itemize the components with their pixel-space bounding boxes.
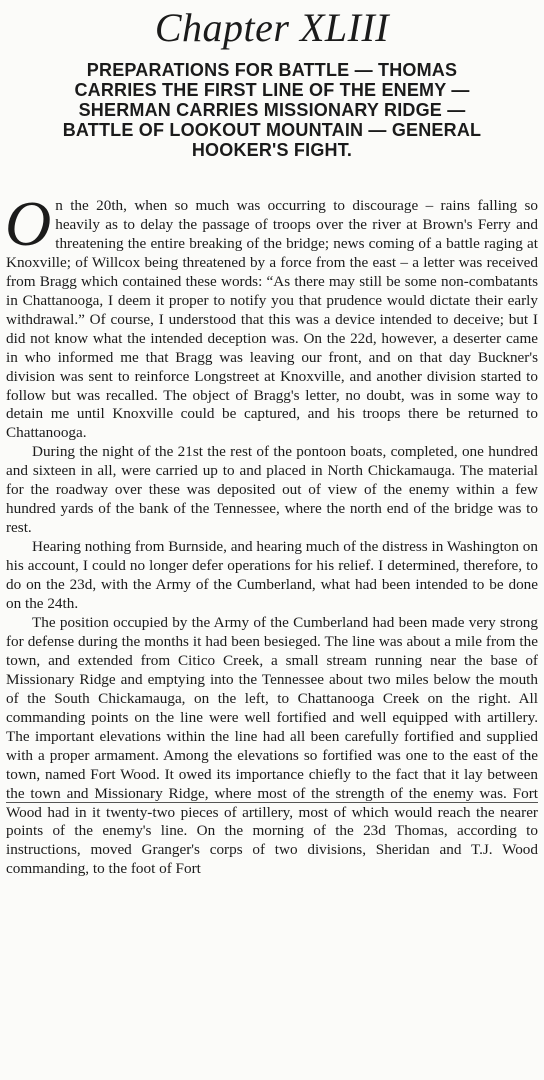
paragraph-1 [5, 188, 538, 443]
drop-cap: O [5, 188, 52, 259]
subtitle-line: SHERMAN CARRIES MISSIONARY RIDGE — [78, 100, 466, 120]
paragraph-text: During the night of the 21st the rest of the pontoon boats, completed, one hundred and sixteen in all, were carried up to and placed in North Chickamauga. The material for the roadway over these was deposited out of view of the enemy within a few hundred yards of the bank of the Tennessee, where the north end of the bridge was to rest. [6, 443, 538, 537]
paragraph-3 [6, 538, 538, 614]
subtitle-line: PREPARATIONS FOR BATTLE — THOMAS [86, 60, 458, 80]
subtitle-line: BATTLE OF LOOKOUT MOUNTAIN — GENERAL [62, 120, 482, 140]
chapter-body [5, 188, 538, 879]
scan-seam-line [6, 802, 538, 803]
subtitle-line: CARRIES THE FIRST LINE OF THE ENEMY — [74, 80, 470, 100]
paragraph-4 [6, 614, 538, 879]
paragraph-text: n the 20th, when so much was occurring to discourage – rains falling so heavily as to delay the passage of troops over the river at Brown's Ferry and threatening the entire breaking of the bridge; news coming of a battle raging at Knoxville; of Willcox being threatened by a force from the east – a letter was received from Bragg which contained these words: “As there may still be some non-combatants in Chattanooga, I deem it proper to notify you that prudence would dictate their early withdrawal.” Of course, I understood that this was a device intended to deceive; but I did not know what the intended deception was. On the 22d, however, a deserter came in who informed me that Bragg was leaving our front, and on that day Buckner's division was sent to reinforce Longstreet at Knoxville, and another division started to follow but was recalled. The object of Bragg's letter, no doubt, was in some way to detain me until Knoxville could be captured, and his troops there be returned to Chattanooga. [6, 197, 538, 442]
paragraph-text: The position occupied by the Army of the Cumberland had been made very strong for defense during the months it had been besieged. The line was about a mile from the town, and extended from Citico Creek, a small stream running near the base of Missionary Ridge and emptying into the Tennessee about two miles below the mouth of the South Chickamauga, on the left, to Chattanooga Creek on the right. All commanding points on the line were well fortified and well equipped with artillery. The important elevations within the line had all been carefully fortified and supplied with a proper armament. Among the elevations so fortified was one to the east of the town, named Fort Wood. It owed its importance chiefly to the fact that it lay between the town and Missionary Ridge, where most of the strength of the enemy was. Fort Wood had in it twenty-two pieces of artillery, most of which would reach the nearer points of the enemy's line. On the morning of the 23d Thomas, according to instructions, moved Granger's corps of two divisions, Sheridan and T.J. Wood commanding, to the foot of Fort [6, 613, 538, 878]
paragraph-2 [6, 443, 538, 538]
paragraph-text: Hearing nothing from Burnside, and hearing much of the distress in Washington on his account, I could no longer defer operations for his relief. I determined, therefore, to do on the 23d, with the Army of the Cumberland, what had been intended to be done on the 24th. [6, 538, 538, 613]
book-page [6, 0, 538, 1080]
chapter-subtitle [6, 60, 538, 160]
subtitle-line: HOOKER'S FIGHT. [191, 140, 353, 160]
chapter-title: Chapter XLIII [154, 5, 390, 50]
